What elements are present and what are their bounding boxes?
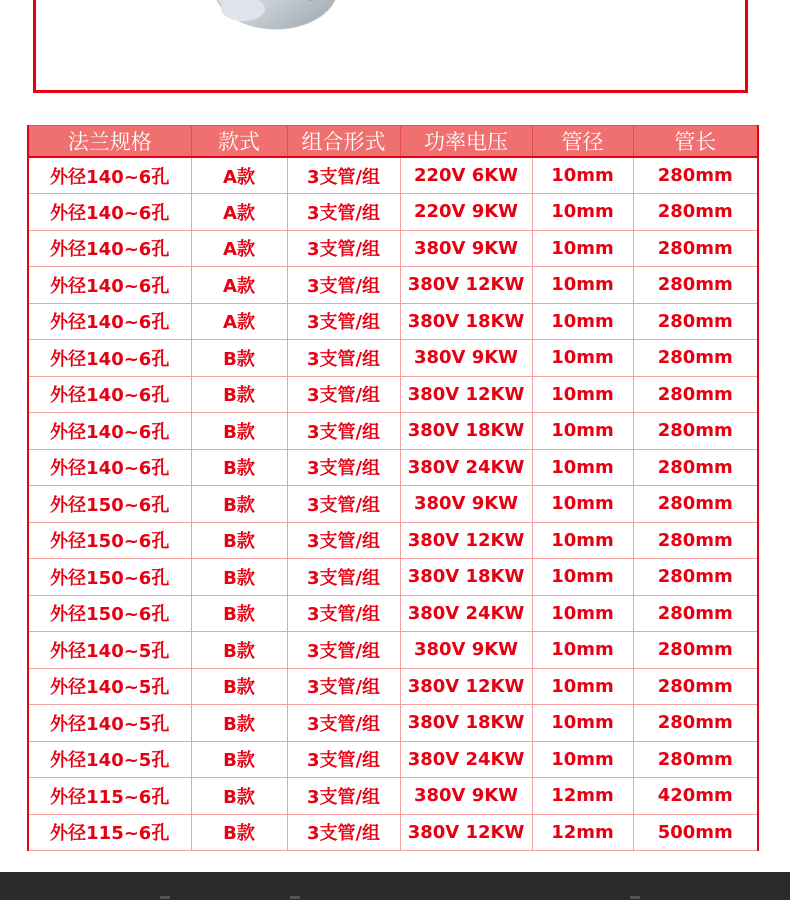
cell-power-voltage: 380V 12KW	[400, 522, 532, 559]
cell-flange-spec: 外径140~6孔	[28, 157, 191, 194]
cell-power-voltage: 380V 9KW	[400, 486, 532, 523]
cell-style: A款	[191, 267, 287, 304]
cell-tube-length: 280mm	[633, 376, 758, 413]
cell-power-voltage: 220V 6KW	[400, 157, 532, 194]
cell-flange-spec: 外径140~6孔	[28, 413, 191, 450]
cell-combination: 3支管/组	[287, 340, 400, 377]
cell-combination: 3支管/组	[287, 303, 400, 340]
cell-power-voltage: 380V 12KW	[400, 668, 532, 705]
cell-combination: 3支管/组	[287, 413, 400, 450]
cell-flange-spec: 外径140~6孔	[28, 194, 191, 231]
cell-style: B款	[191, 559, 287, 596]
cell-flange-spec: 外径140~6孔	[28, 376, 191, 413]
cell-power-voltage: 380V 12KW	[400, 376, 532, 413]
cell-tube-diameter: 10mm	[532, 668, 633, 705]
cell-flange-spec: 外径140~6孔	[28, 449, 191, 486]
cell-flange-spec: 外径115~6孔	[28, 778, 191, 815]
cell-style: B款	[191, 486, 287, 523]
cell-style: B款	[191, 376, 287, 413]
cell-style: A款	[191, 230, 287, 267]
table-row	[28, 303, 758, 340]
cell-power-voltage: 380V 12KW	[400, 267, 532, 304]
cell-combination: 3支管/组	[287, 595, 400, 632]
cell-power-voltage: 380V 24KW	[400, 741, 532, 778]
cell-style: B款	[191, 814, 287, 851]
cell-style: B款	[191, 595, 287, 632]
cell-power-voltage: 380V 9KW	[400, 778, 532, 815]
table-row	[28, 814, 758, 851]
cell-tube-diameter: 10mm	[532, 413, 633, 450]
cell-style: B款	[191, 778, 287, 815]
cell-tube-diameter: 10mm	[532, 194, 633, 231]
cell-style: B款	[191, 522, 287, 559]
cell-combination: 3支管/组	[287, 741, 400, 778]
cell-combination: 3支管/组	[287, 230, 400, 267]
cell-tube-diameter: 10mm	[532, 522, 633, 559]
cell-power-voltage: 380V 18KW	[400, 705, 532, 742]
cell-combination: 3支管/组	[287, 522, 400, 559]
cell-style: B款	[191, 413, 287, 450]
cell-combination: 3支管/组	[287, 157, 400, 194]
cell-power-voltage: 380V 18KW	[400, 559, 532, 596]
header-tube-length: 管长	[633, 126, 758, 158]
cell-tube-diameter: 10mm	[532, 705, 633, 742]
cell-tube-length: 280mm	[633, 668, 758, 705]
cell-flange-spec: 外径115~6孔	[28, 814, 191, 851]
cell-flange-spec: 外径150~6孔	[28, 595, 191, 632]
header-combination: 组合形式	[287, 126, 400, 158]
cell-flange-spec: 外径140~6孔	[28, 230, 191, 267]
table-row	[28, 486, 758, 523]
table-row	[28, 559, 758, 596]
cell-style: B款	[191, 741, 287, 778]
table-row	[28, 668, 758, 705]
table-row	[28, 340, 758, 377]
cell-flange-spec: 外径140~5孔	[28, 741, 191, 778]
cell-combination: 3支管/组	[287, 194, 400, 231]
table-row	[28, 778, 758, 815]
cell-tube-length: 280mm	[633, 194, 758, 231]
cell-tube-length: 280mm	[633, 449, 758, 486]
cell-tube-diameter: 10mm	[532, 559, 633, 596]
table-header-row	[28, 126, 758, 158]
cell-tube-diameter: 10mm	[532, 230, 633, 267]
cell-style: A款	[191, 303, 287, 340]
cell-flange-spec: 外径140~5孔	[28, 632, 191, 669]
cell-style: A款	[191, 157, 287, 194]
table-row	[28, 595, 758, 632]
cell-style: B款	[191, 449, 287, 486]
cell-tube-diameter: 10mm	[532, 449, 633, 486]
cell-tube-length: 280mm	[633, 230, 758, 267]
cell-flange-spec: 外径140~5孔	[28, 668, 191, 705]
cell-tube-diameter: 12mm	[532, 814, 633, 851]
cell-tube-diameter: 10mm	[532, 741, 633, 778]
flange-photo	[201, 0, 351, 39]
cell-tube-length: 280mm	[633, 486, 758, 523]
table-row	[28, 449, 758, 486]
cell-tube-length: 280mm	[633, 157, 758, 194]
table-row	[28, 632, 758, 669]
cell-power-voltage: 380V 24KW	[400, 595, 532, 632]
spec-table	[27, 125, 759, 851]
cell-tube-length: 280mm	[633, 632, 758, 669]
cell-tube-diameter: 12mm	[532, 778, 633, 815]
cell-tube-diameter: 10mm	[532, 340, 633, 377]
cell-style: B款	[191, 340, 287, 377]
product-image-frame	[33, 0, 748, 93]
cell-tube-length: 280mm	[633, 559, 758, 596]
cell-power-voltage: 220V 9KW	[400, 194, 532, 231]
header-tube-diameter: 管径	[532, 126, 633, 158]
cell-flange-spec: 外径150~6孔	[28, 522, 191, 559]
cell-flange-spec: 外径140~6孔	[28, 267, 191, 304]
cell-tube-diameter: 10mm	[532, 303, 633, 340]
cell-tube-diameter: 10mm	[532, 632, 633, 669]
cell-style: A款	[191, 194, 287, 231]
table-row	[28, 705, 758, 742]
cell-combination: 3支管/组	[287, 449, 400, 486]
cell-combination: 3支管/组	[287, 632, 400, 669]
table-row	[28, 157, 758, 194]
cell-tube-length: 500mm	[633, 814, 758, 851]
cell-combination: 3支管/组	[287, 778, 400, 815]
cell-style: B款	[191, 705, 287, 742]
bar-mark	[290, 896, 300, 899]
cell-flange-spec: 外径140~6孔	[28, 303, 191, 340]
cell-tube-diameter: 10mm	[532, 486, 633, 523]
cell-tube-diameter: 10mm	[532, 376, 633, 413]
cell-combination: 3支管/组	[287, 267, 400, 304]
cell-tube-length: 280mm	[633, 267, 758, 304]
cell-power-voltage: 380V 24KW	[400, 449, 532, 486]
cell-flange-spec: 外径150~6孔	[28, 486, 191, 523]
cell-tube-diameter: 10mm	[532, 157, 633, 194]
cell-tube-length: 280mm	[633, 741, 758, 778]
cell-flange-spec: 外径140~5孔	[28, 705, 191, 742]
cell-tube-length: 280mm	[633, 705, 758, 742]
cell-style: B款	[191, 632, 287, 669]
header-power-voltage: 功率电压	[400, 126, 532, 158]
cell-style: B款	[191, 668, 287, 705]
cell-tube-diameter: 10mm	[532, 267, 633, 304]
cell-power-voltage: 380V 9KW	[400, 230, 532, 267]
cell-tube-length: 280mm	[633, 522, 758, 559]
table-row	[28, 413, 758, 450]
cell-power-voltage: 380V 12KW	[400, 814, 532, 851]
cell-combination: 3支管/组	[287, 814, 400, 851]
bottom-bar	[0, 872, 790, 900]
cell-combination: 3支管/组	[287, 705, 400, 742]
cell-power-voltage: 380V 18KW	[400, 413, 532, 450]
cell-flange-spec: 外径140~6孔	[28, 340, 191, 377]
header-style: 款式	[191, 126, 287, 158]
cell-tube-length: 420mm	[633, 778, 758, 815]
cell-combination: 3支管/组	[287, 486, 400, 523]
table-row	[28, 230, 758, 267]
cell-combination: 3支管/组	[287, 376, 400, 413]
cell-power-voltage: 380V 18KW	[400, 303, 532, 340]
cell-tube-length: 280mm	[633, 413, 758, 450]
header-flange-spec: 法兰规格	[28, 126, 191, 158]
cell-tube-length: 280mm	[633, 595, 758, 632]
cell-tube-diameter: 10mm	[532, 595, 633, 632]
cell-combination: 3支管/组	[287, 668, 400, 705]
cell-tube-length: 280mm	[633, 340, 758, 377]
cell-flange-spec: 外径150~6孔	[28, 559, 191, 596]
cell-combination: 3支管/组	[287, 559, 400, 596]
table-row	[28, 522, 758, 559]
cell-power-voltage: 380V 9KW	[400, 632, 532, 669]
table-row	[28, 376, 758, 413]
bar-mark	[630, 896, 640, 899]
bar-mark	[160, 896, 170, 899]
table-row	[28, 194, 758, 231]
cell-power-voltage: 380V 9KW	[400, 340, 532, 377]
table-row	[28, 741, 758, 778]
table-row	[28, 267, 758, 304]
cell-tube-length: 280mm	[633, 303, 758, 340]
